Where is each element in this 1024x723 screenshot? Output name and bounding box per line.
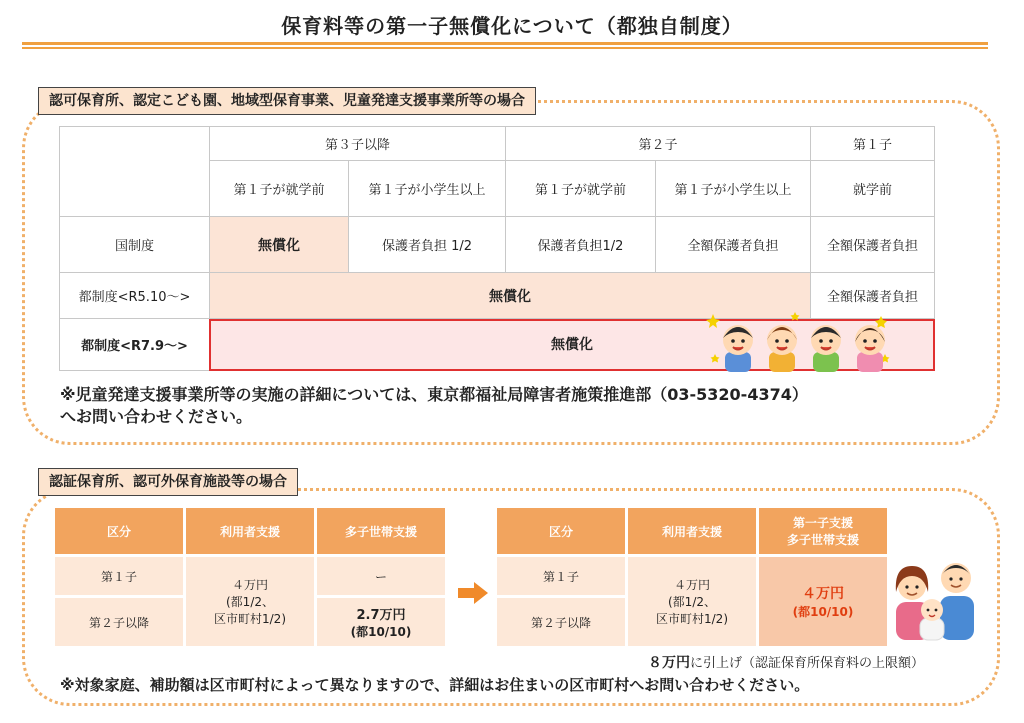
user-support-cell: [628, 557, 756, 646]
header-line: 多子世帯支援: [786, 533, 859, 547]
cell-line: 区市町村1/2): [656, 612, 728, 626]
cell-line: ４万円: [802, 586, 844, 602]
header-group-third-child: 第３子以降: [210, 127, 506, 161]
table-cell: 全額保護者負担: [656, 217, 811, 273]
title-underline-thin: [22, 47, 988, 49]
table-cell: 保護者負担 1/2: [349, 217, 506, 273]
title-underline: [22, 42, 988, 45]
section2-label: 認証保育所、認可外保育施設等の場合: [38, 468, 298, 496]
header-group-first-child: 第１子: [811, 127, 935, 161]
user-support-cell: [186, 557, 314, 646]
note-line: ※児童発達支援事業所等の実施の詳細については、東京都福祉局障害者施策推進部（03-5320-4374）: [60, 385, 808, 404]
merged-cell-free-r79: 無償化: [551, 337, 593, 353]
section1-note: [60, 384, 980, 428]
cell-line: (都1/2、: [226, 595, 274, 609]
subheader: 第１子が就学前: [210, 161, 349, 217]
cell-line: 2.7万円: [356, 608, 406, 623]
table-corner: [60, 127, 210, 217]
row-label-metro-r79: 都制度<R7.9～>: [60, 319, 210, 371]
table-cell: 全額保護者負担: [811, 273, 935, 319]
header-group-second-child: 第２子: [506, 127, 811, 161]
table-header: 区分: [497, 508, 625, 554]
table-cell: 無償化: [210, 217, 349, 273]
multi-child-second: [317, 598, 445, 646]
section2-note: ※対象家庭、補助額は区市町村によって異なりますので、詳細はお住まいの区市町村へお問い合わせください。: [60, 676, 810, 694]
before-support-table: [52, 505, 448, 649]
page-title: 保育料等の第一子無償化について（都独自制度）: [281, 14, 743, 38]
cell-line: (都10/10): [792, 605, 854, 619]
raise-text: に引上げ（認証保育所保育料の上限額）: [690, 656, 925, 671]
row-label-national: 国制度: [60, 217, 210, 273]
cell-line: ４万円: [673, 578, 710, 592]
row-label-first-child: 第１子: [55, 557, 183, 595]
multi-child-first: ー: [317, 557, 445, 595]
table-header: 区分: [55, 508, 183, 554]
subheader: 第１子が小学生以上: [349, 161, 506, 217]
table-cell: 全額保護者負担: [811, 217, 935, 273]
cell-line: (都10/10): [350, 625, 412, 639]
after-support-table: [494, 505, 890, 649]
raise-amount: ８万円: [648, 655, 690, 671]
row-label-second-child: 第２子以降: [497, 598, 625, 646]
cell-line: ４万円: [231, 578, 268, 592]
table-header: 多子世帯支援: [317, 508, 445, 554]
subheader: 第１子が小学生以上: [656, 161, 811, 217]
row-label-second-child: 第２子以降: [55, 598, 183, 646]
table-header: 利用者支援: [186, 508, 314, 554]
cell-line: (都1/2、: [668, 595, 716, 609]
family-illustration: [890, 552, 982, 642]
row-label-first-child: 第１子: [497, 557, 625, 595]
row-label-metro-r510: 都制度<R5.10～>: [60, 273, 210, 319]
table-header: 利用者支援: [628, 508, 756, 554]
subheader: 第１子が就学前: [506, 161, 656, 217]
raise-note: [648, 652, 924, 672]
subheader: 就学前: [811, 161, 935, 217]
note-line: へお問い合わせください。: [60, 407, 253, 426]
right-arrow-icon: [458, 582, 488, 604]
first-child-support-value: [759, 557, 887, 646]
header-line: 第一子支援: [792, 516, 853, 530]
cell-line: 区市町村1/2): [214, 612, 286, 626]
table-header-combined: [759, 508, 887, 554]
merged-cell-free: 無償化: [210, 273, 811, 319]
table-cell: 保護者負担1/2: [506, 217, 656, 273]
section1-label: 認可保育所、認定こども園、地域型保育事業、児童発達支援事業所等の場合: [38, 87, 536, 115]
children-illustration: [705, 308, 895, 374]
